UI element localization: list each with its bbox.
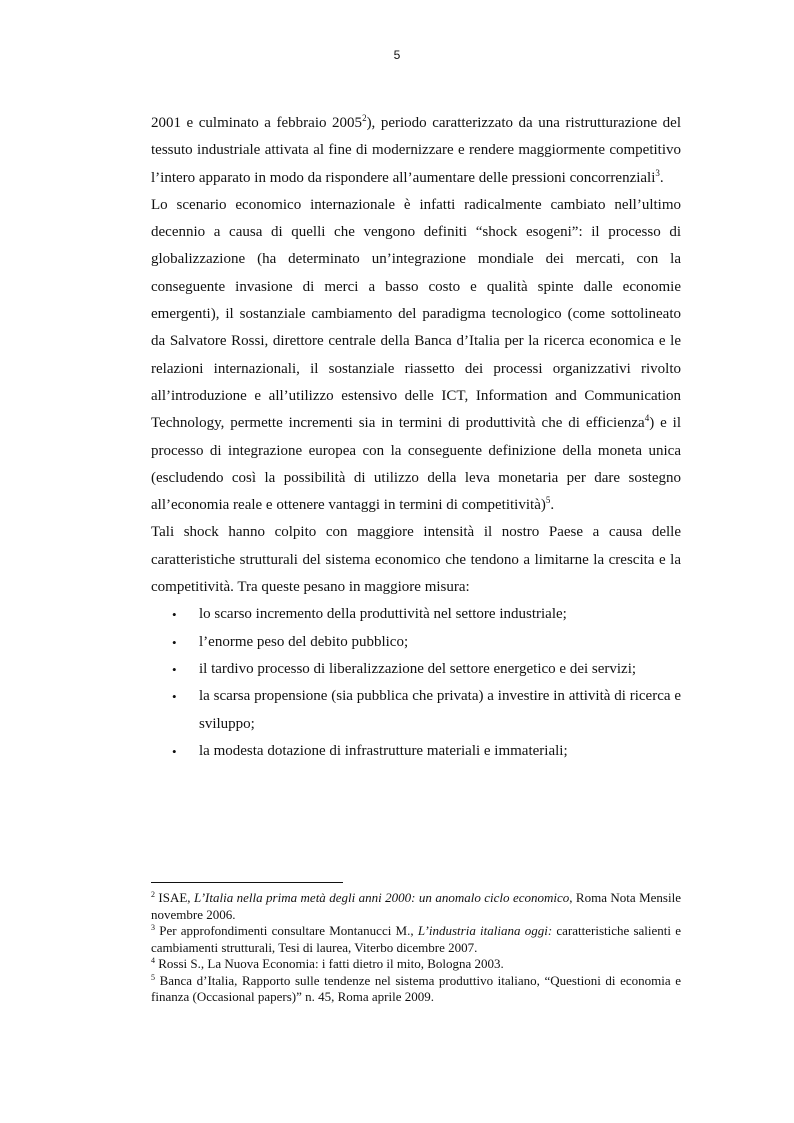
paragraph-text: . xyxy=(550,497,555,514)
paragraph-3: Tali shock hanno colpito con maggiore intensità il nostro Paese a causa delle caratteristiche strutturali del sistema economico che tendono a limitarne la crescita e la competitività. Tra queste pesano in maggiore misura: xyxy=(151,524,681,596)
list-item-text: la modesta dotazione di infrastrutture materiali e immateriali; xyxy=(199,742,568,759)
footnote-ref-4[interactable]: 4 xyxy=(644,413,650,424)
paragraph-1 xyxy=(151,110,681,192)
footnote-text: Rossi S., La Nuova Economia: i fatti dietro il mito, Bologna 2003. xyxy=(155,956,504,971)
paragraph-text: Lo scenario economico internazionale è infatti radicalmente cambiato nell’ultimo decennio a causa di quelli che vengono definiti “shock esogeni”: il processo di globalizzazione (ha determinato un’integrazione mondiale dei mercati, con la conseguente invasione di merci a basso costo e qualità spinte dalle economie emergenti), il sostanziale cambiamento del paradigma tecnologico (come sottolineato da Salvatore Rossi, direttore centrale della Banca d’Italia per la ricerca economica e le relazioni internazionali, il sostanziale riassetto dei processi organizzativi rivolto all’introduzione e all’utilizzo estensivo delle ICT, Information and Communication Technology, permette incrementi sia in termini di produttività che di efficienza xyxy=(151,196,681,432)
list-item xyxy=(151,601,681,628)
paragraph-text: . xyxy=(659,169,664,186)
paragraph-text: 2001 e culminato a febbraio 2005 xyxy=(151,115,363,131)
footnote-number: 2 xyxy=(151,890,155,899)
footnote-5 xyxy=(151,973,681,1006)
footnote-ref-2[interactable]: 2 xyxy=(362,113,367,123)
footnote-text: , Roma Nota Mensile novembre 2006. xyxy=(151,890,681,922)
list-item-text: il tardivo processo di liberalizzazione del settore energetico e dei servizi; xyxy=(199,660,637,677)
list-item-text: l’enorme peso del debito pubblico; xyxy=(199,633,409,650)
footnote-text: Banca d’Italia, Rapporto sulle tendenze nel sistema produttivo italiano, “Questioni di economia e finanza (Occasional papers)” n. 45, Roma aprile 2009. xyxy=(151,972,681,1004)
list-item-text: lo scarso incremento della produttività nel settore industriale; xyxy=(199,606,567,623)
list-item xyxy=(151,629,681,656)
footnote-number: 4 xyxy=(151,956,155,965)
page-number: 5 xyxy=(393,48,401,62)
footnote-text: caratteristiche salienti e cambiamenti strutturali, Tesi di laurea, Viterbo dicembre 2007. xyxy=(151,923,681,955)
footnote-text: ISAE, xyxy=(155,890,194,905)
footnote-ref-3[interactable]: 3 xyxy=(655,167,660,178)
list-item xyxy=(151,656,681,683)
footnote-3 xyxy=(151,923,681,956)
footnote-title: L’Italia nella prima metà degli anni 2000: un anomalo ciclo economico xyxy=(193,890,570,905)
bullet-icon: • xyxy=(172,743,177,759)
paragraph-text: ) e il processo di integrazione europea con la conseguente definizione della moneta unica (escludendo così la possibilità di utilizzo della leva monetaria per dare sostegno all’economia reale e ottenere vantaggi in termini di competitività) xyxy=(151,415,681,514)
bullet-icon: • xyxy=(172,634,177,650)
footnote-text: Per approfondimenti consultare Montanucci M., xyxy=(155,923,418,938)
bullet-icon: • xyxy=(172,607,177,623)
footnote-ref-5[interactable]: 5 xyxy=(545,495,551,506)
list-item xyxy=(151,683,681,738)
footnote-number: 5 xyxy=(151,972,155,982)
bullet-icon: • xyxy=(172,689,177,705)
footnote-title: L’industria italiana oggi: xyxy=(417,923,553,938)
paragraph-2 xyxy=(151,192,681,520)
footnote-2 xyxy=(151,890,681,923)
list-item xyxy=(151,738,681,765)
footnote-separator xyxy=(151,882,343,883)
footnote-number: 3 xyxy=(151,923,155,932)
list-item-text: la scarsa propensione (sia pubblica che privata) a investire in attività di ricerca e sviluppo; xyxy=(199,688,681,732)
bullet-list xyxy=(151,601,681,765)
footnotes xyxy=(151,890,681,1006)
footnote-4 xyxy=(151,956,681,973)
bullet-icon: • xyxy=(172,661,177,677)
body-text xyxy=(151,110,681,765)
paragraph-text: ), periodo caratterizzato da una ristrutturazione del tessuto industriale attivata al fine di modernizzare e rendere maggiormente competitivo l’intero apparato in modo da rispondere all’aumentare delle pressioni concorrenziali xyxy=(151,115,681,186)
